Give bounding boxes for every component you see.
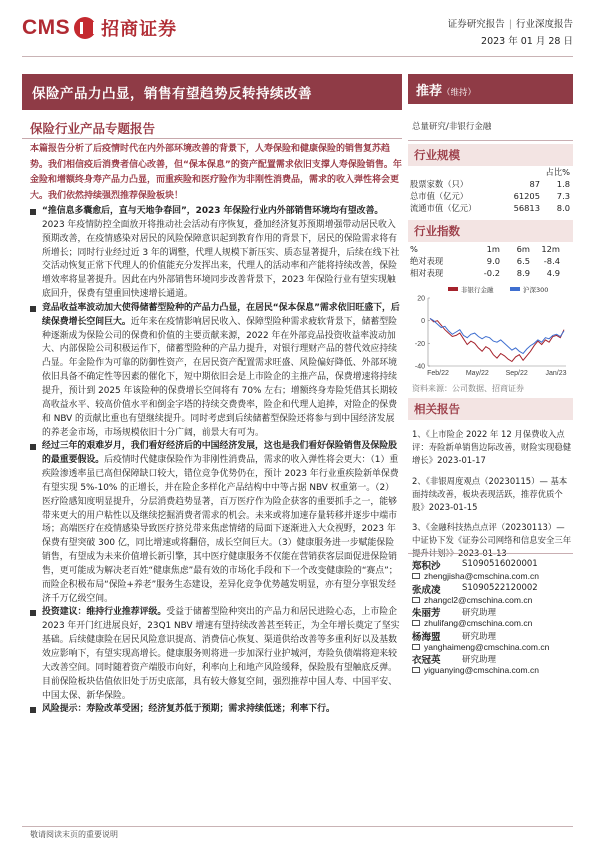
analyst-email[interactable]: zhangcl2@cmschina.com.cn	[424, 594, 533, 605]
bullet-square-icon	[30, 707, 36, 713]
table-cell: 绝对表现	[410, 255, 444, 266]
table-cell: 87	[529, 179, 540, 189]
bullet-item	[30, 440, 402, 606]
analyst-entry	[412, 652, 572, 676]
scale-title: 行业规模	[414, 148, 460, 162]
table-header: 1m	[486, 243, 500, 254]
body-bullets	[30, 205, 402, 717]
y-tick-label: 20	[417, 295, 425, 303]
related-reports	[412, 428, 572, 568]
table-cell: 总市值（亿元）	[410, 191, 469, 201]
sidebar-divider	[408, 140, 573, 141]
analyst-entry	[412, 629, 572, 653]
table-row	[410, 243, 560, 255]
analyst-name: 张成凌	[412, 584, 441, 596]
email-icon	[412, 620, 420, 626]
analyst-name: 衣冠英	[412, 655, 441, 667]
report-category: 行业深度报告	[515, 19, 573, 30]
bullet-text: 近年来在疫情影响居民收入、保障型险种需求疲软背景下，储蓄型险种逐渐成为保险公司的保费和价值的主要贡献来源，2022 年在外部竞品投资收益率波动加大、内部保险公司积极运作下，储蓄型险种的产品力提升，对银行理财产品的替代效应持续凸显。年金险作为可靠的防御性资产，在居民资产配置需求旺盛、风险偏好降低、外部环境依旧具备不确定性等因素的催化下，短中期依旧会是上市险企的主推产品，保费增速将持续提升，预计到 2025 年该险种的保费增长空间将有 70% 左右；增额终身寿险凭借其长期较高收益水平、较高价值水平和倒金字塔的持续交费费率，险企和代理人追捧，对险企的保费和 NBV 的贡献比重也有望继续提升。同时考虑到后续储蓄型保险还将参与到中国经济发展的养老金市场，市场规模依旧十分广阔，前景大有可为。	[42, 316, 398, 438]
chart-source: 资料来源：公司数据、招商证券	[412, 384, 524, 393]
email-icon	[412, 573, 420, 579]
bullet-lead: 风险提示：	[42, 704, 87, 715]
email-icon	[412, 597, 420, 603]
legend-swatch	[448, 287, 458, 291]
scale-pct-header: 占比%	[545, 167, 570, 177]
page-title: 保险产品力凸显，销售有望趋势反转持续改善	[32, 86, 312, 102]
logo-cms-text: CMS	[22, 16, 71, 39]
bullet-text: 2023 年疫情防控全面放开将推动社会活动有序恢复，叠加经济复苏预期增强带动居民收入预期改善，在疫情感染对居民的风险保障意识起到教育作用的背景下，居民的保险需求将有所增长；同时行业经过近 3 年的调整，代理人规模下新压实、质态显著提升，后续在线下社交活动恢复正常下代理人的价值能充分发挥出来，代理人的活动率和产能将持续改善，保险增效率将显著提升。因此在内外部销售环境同步改善背景下，2023 年保险行业有望实现触底回升，保费有望重回快速增长通道。	[42, 219, 400, 300]
bullet-item	[30, 703, 402, 717]
company-logo	[22, 14, 177, 42]
legend-swatch	[510, 287, 520, 291]
related-report-link[interactable]: 1、《上市险企 2022 年 12 月保费收入点评：寿险新单销售边际改善，财险实现稳健增长》2023-01-17	[412, 429, 572, 465]
table-header: 6m	[516, 243, 530, 254]
bullet-square-icon	[30, 209, 36, 215]
rating-label	[416, 80, 476, 99]
analyst-email[interactable]: zhengjisha@cmschina.com.cn	[424, 571, 539, 581]
related-report-link[interactable]: 2、《非银周度观点（20230115）— 基本面持续改善，板块表现活跃，推荐优质个股》2023-01-15	[412, 475, 568, 512]
perf-heading	[408, 220, 573, 242]
header-meta: 证券研究报告 | 行业深度报告 2023 年 01 月 28 日	[448, 16, 573, 50]
table-row	[410, 166, 570, 178]
analyst-role: 研究助理	[462, 631, 497, 642]
x-tick-label: Jan/23	[545, 370, 567, 377]
bullet-square-icon	[30, 444, 36, 450]
table-cell: 相对表现	[410, 267, 444, 278]
table-cell: 8.9	[516, 267, 530, 278]
table-cell: 股票家数（只）	[410, 179, 469, 189]
table-cell: -8.4	[543, 255, 560, 266]
header-divider	[22, 56, 573, 57]
table-cell: 4.9	[546, 267, 560, 278]
bullet-text: 后疫情时代健康保险作为非刚性消费品，需求的收入弹性将会更大：（1）重疾险渗透率虽已高但保障缺口较大，错位竞争优势仍在，预计 2023 年行业重疾险新单保费有望实现 5%-10% 的正增长，并在险企多样化产品结构中中等占据 NBV 权重第一。（2）医疗险感知度明显提升，分层消费趋势显著，百万医疗作为险企获客的重要抓手之一，能够带来更大的用户粘性以及继续挖掘消费者需求的机会。未来或将加速存量转移并逐步中端市场；高端医疗在疫情感染导致医疗挤兑带来焦虑情绪的局面下逐渐进入大众视野，2023 年保费有望突破 300 亿，同比增速或将翻倍，成长空间巨大。（3）健康服务进一步赋能保险销售，有望成为未来价值增长新引擎，其中医疗健康服务不仅能在营销获客层面促进保险销售，更可能成为解决老百姓“健康焦虑”最有效的市场化手段和下一个改变健康险的“赛点”；而险企积极布局“保险+养老”服务生态建设，差异化竞争优势越发明显，亦有望分享银发经济千万亿级空间。	[42, 455, 399, 604]
analyst-id: S1090522120002	[462, 582, 538, 593]
bullet-lead: “推信息多囊愈后，直与天地争春回”，2023 年保险行业内外部销售环境均有望改善。	[42, 206, 384, 216]
table-row	[410, 202, 570, 214]
email-icon	[412, 644, 420, 650]
related-heading	[408, 398, 573, 420]
analyst-email[interactable]: zhulifang@cmschina.com.cn	[424, 618, 533, 629]
x-tick-label: Sep/22	[505, 370, 528, 377]
rating-banner	[408, 74, 573, 104]
table-cell: -0.2	[483, 267, 500, 278]
table-cell: 流通市值（亿元）	[410, 203, 477, 213]
analyst-entry	[412, 582, 572, 606]
bullet-lead: 投资建议：维持行业推荐评级。	[42, 607, 167, 618]
y-tick-label: -40	[414, 363, 425, 371]
analyst-email[interactable]: yanghaimeng@cmschina.com.cn	[424, 641, 550, 652]
table-cell: 6.5	[516, 255, 530, 266]
rating-value: 推荐	[416, 84, 443, 99]
email-icon	[412, 667, 420, 673]
bullet-lead: 经过三年的艰难岁月，我们看好经济后的中国经济发展，这也是我们看好保险销售及保险股的最重要假设。	[42, 441, 397, 466]
table-cell: 1.8	[556, 179, 570, 189]
bullet-text: 寿险改革受困；经济复苏低于预期；需求持续低迷；利率下行。	[86, 704, 335, 715]
bullet-item	[30, 205, 402, 302]
analyst-id: S1090516020001	[462, 559, 538, 569]
table-header: %	[410, 243, 418, 254]
table-cell: 61205	[513, 191, 540, 201]
series-line	[430, 318, 564, 353]
analyst-email[interactable]: yiguanying@cmschina.com.cn	[424, 665, 539, 676]
subtitle-divider	[22, 138, 402, 139]
related-title: 相关报告	[414, 402, 460, 416]
logo-badge-icon	[74, 17, 96, 39]
perf-table	[410, 243, 560, 279]
rating-note: （维持）	[442, 88, 477, 98]
perf-title: 行业指数	[414, 224, 460, 238]
sidebar-divider	[408, 553, 573, 554]
table-cell: 56813	[513, 203, 540, 213]
footer-divider	[22, 826, 573, 827]
bullet-item	[30, 606, 402, 703]
table-header: 12m	[541, 243, 560, 254]
related-report-link[interactable]: 3、《金融科技热点点评（20230113）— 中证协下发《证券公司网络和信息安全三年提升计划》》2023-01-13	[412, 522, 572, 559]
table-row	[410, 190, 570, 202]
table-cell: 9.0	[486, 255, 500, 266]
x-tick-label: Feb/22	[427, 370, 449, 377]
analyst-list	[412, 558, 572, 676]
y-tick-label: 0	[421, 318, 425, 326]
page-subtitle: 保险行业产品专题报告	[30, 121, 156, 136]
table-row	[410, 267, 560, 279]
scale-heading	[408, 144, 573, 166]
table-row	[410, 255, 560, 267]
legend-label: 沪深300	[523, 286, 549, 294]
bullet-square-icon	[30, 610, 36, 616]
logo-cn-text: 招商证券	[101, 19, 178, 40]
bullet-lead: 竞品收益率波动加大使得储蓄型险种的产品力凸显，在居民“保本保息”需求依旧旺盛下，后续保费增长空间巨大。	[42, 302, 400, 327]
analyst-role: 研究助理	[462, 655, 497, 666]
analyst-line: 总量研究/非银行金融	[412, 122, 492, 132]
bullet-item	[30, 302, 402, 440]
bullet-text: 受益于储蓄型险种突出的产品力和居民进险心态，上市险企 2023 年开门红进展良好，23Q1 NBV 增速有望持续改善甚至转正，为全年增长奠定了坚实基础。后续健康险在居民风险意识提高、消费信心恢复、渠道供给改善等多重利好以及基数效应影响下，有望实现高增长。健康服务则将进一步加深行业护城河，寿险负债端将迎来较大改善空间。同时随着资产端股市向好，利率向上和地产风险缓释，保险股有望触底反弹。目前保险板块估值依旧处于历史底部，具有较大修复空间，强烈推荐中国人寿、中国平安、中国太保、新华保险。	[42, 607, 400, 701]
analyst-name: 朱丽芳	[412, 608, 441, 620]
table-row	[410, 178, 570, 190]
report-type: 证券研究报告	[447, 19, 505, 30]
index-chart	[410, 284, 570, 380]
analyst-name: 杨海盟	[412, 631, 441, 643]
report-date: 2023 年 01 月 28 日	[481, 36, 573, 47]
summary-paragraph: 本篇报告分析了后疫情时代在内外部环境改善的背景下，人寿保险和健康保险的销售复苏趋势。我们相信疫后消费者信心改善，但“保本保息”的资产配置需求依旧支撑人寿保险销售。年金险和增额终身寿产品力凸显，而重疾险和医疗险作为非刚性消费品，需求的收入弹性将会更大。我们依然持续强烈推荐保险板块！	[30, 144, 402, 201]
bullet-square-icon	[30, 306, 36, 312]
analyst-entry	[412, 605, 572, 629]
analyst-entry	[412, 558, 572, 582]
analyst-role: 研究助理	[462, 608, 497, 619]
y-tick-label: -20	[414, 340, 425, 348]
legend-label: 非银行金融	[461, 286, 494, 294]
index-chart-svg	[410, 284, 570, 380]
x-tick-label: May/22	[465, 370, 489, 377]
table-cell: 8.0	[556, 203, 570, 213]
scale-table	[410, 166, 570, 214]
title-banner	[22, 74, 402, 110]
analyst-name: 郑积沙	[412, 561, 441, 572]
table-cell: 7.3	[556, 191, 570, 201]
footer-note: 敬请阅读末页的重要说明	[30, 830, 118, 839]
